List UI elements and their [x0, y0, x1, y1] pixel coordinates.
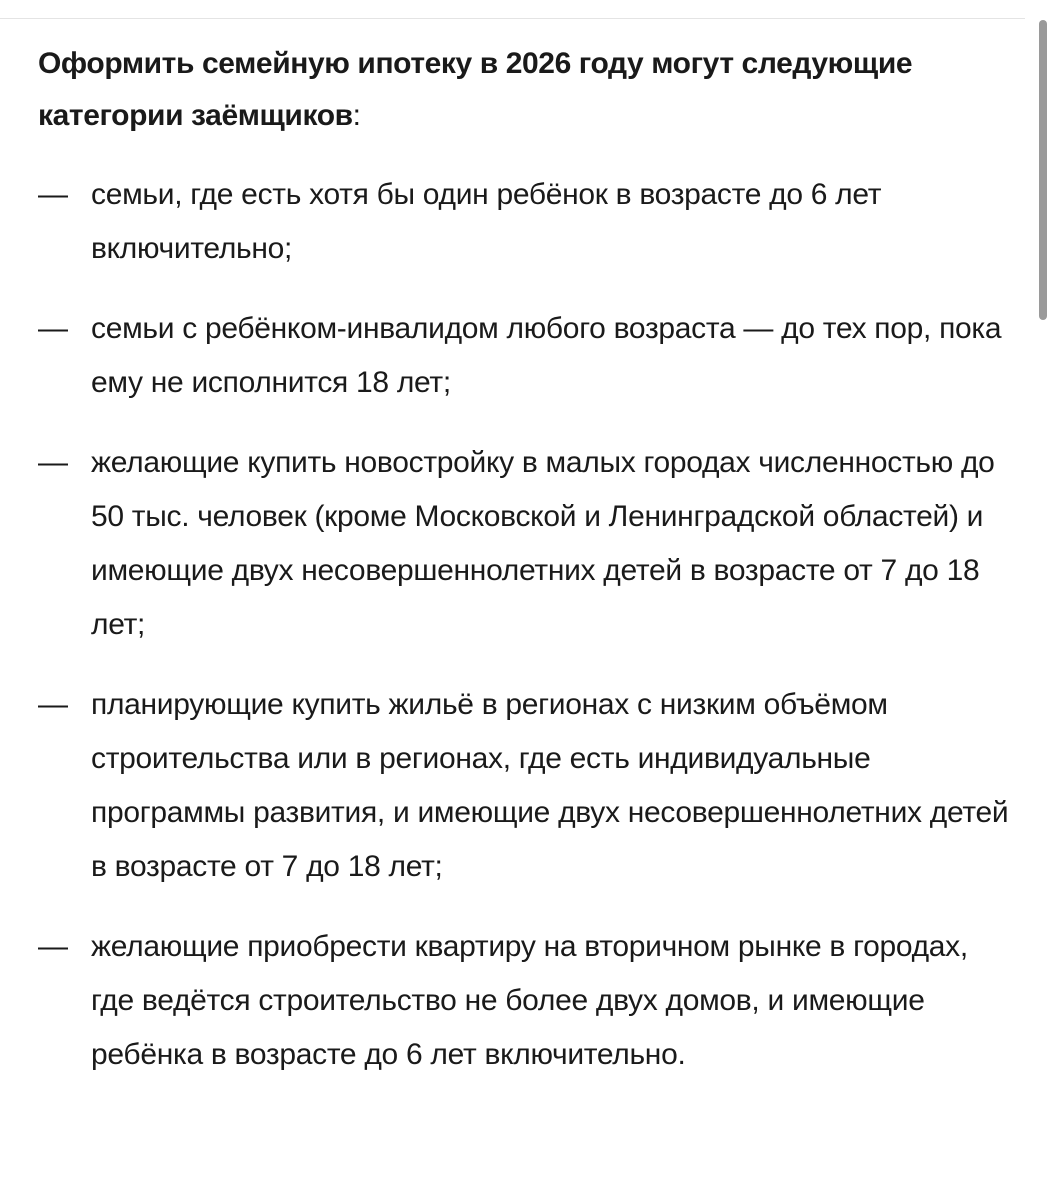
- list-item-text: желающие купить новостройку в малых городах численностью до 50 тыс. человек (кроме Московской и Ленинградской областей) и имеющие двух несовершеннолетних детей в возрасте от 7 до 18 лет;: [91, 446, 995, 641]
- list-item: [38, 168, 1013, 276]
- list-item-text: семьи с ребёнком-инвалидом любого возраста — до тех пор, пока ему не исполнится 18 лет;: [91, 312, 1002, 399]
- list-item: [38, 920, 1013, 1082]
- list-dash: —: [38, 930, 68, 963]
- lead-colon: :: [352, 99, 361, 132]
- lead-bold-text: Оформить семейную ипотеку в 2026 году могут следующие категории заёмщиков: [38, 47, 913, 132]
- list-item-text: планирующие купить жильё в регионах с низким объёмом строительства или в регионах, где есть индивидуальные программы развития, и имеющие двух несовершеннолетних детей в возрасте от 7 до 18 лет;: [91, 688, 1009, 883]
- list-dash: —: [38, 312, 68, 345]
- scrollbar-thumb[interactable]: [1039, 20, 1047, 320]
- lead-paragraph: [38, 38, 1013, 142]
- list-dash: —: [38, 446, 68, 479]
- scrollbar[interactable]: [1039, 0, 1053, 1200]
- list-item: [38, 302, 1013, 410]
- list-item-text: желающие приобрести квартиру на вторичном рынке в городах, где ведётся строительство не более двух домов, и имеющие ребёнка в возрасте до 6 лет включительно.: [91, 930, 968, 1071]
- list-item: [38, 678, 1013, 894]
- article-body: [38, 38, 1013, 1108]
- list-dash: —: [38, 688, 68, 721]
- list-dash: —: [38, 178, 68, 211]
- list-item-text: семьи, где есть хотя бы один ребёнок в возрасте до 6 лет включительно;: [91, 178, 882, 265]
- top-divider: [0, 18, 1025, 19]
- list-item: [38, 436, 1013, 652]
